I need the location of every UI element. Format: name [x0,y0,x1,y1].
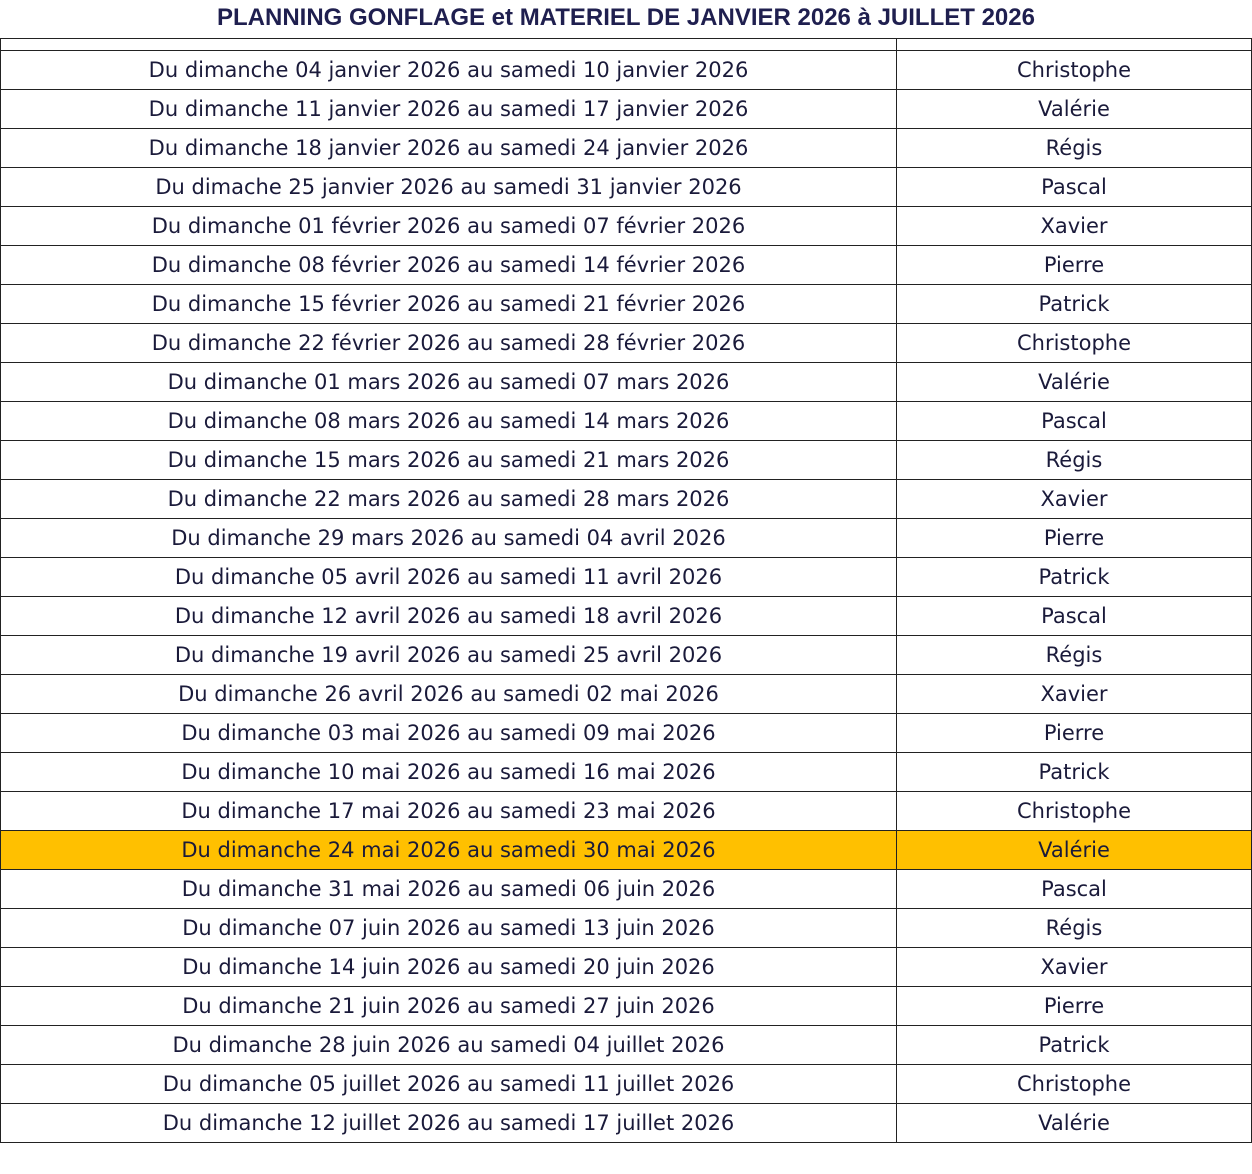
period-cell[interactable]: Du dimache 25 janvier 2026 au samedi 31 janvier 2026 [1,168,897,207]
person-cell[interactable]: Pierre [897,714,1252,753]
table-row [1,753,1252,792]
person-cell[interactable]: Régis [897,441,1252,480]
person-cell[interactable]: Xavier [897,207,1252,246]
table-row [1,168,1252,207]
period-cell[interactable]: Du dimanche 31 mai 2026 au samedi 06 juin 2026 [1,870,897,909]
person-cell[interactable]: Pascal [897,402,1252,441]
planning-table-body [1,39,1252,1143]
table-row [1,207,1252,246]
table-row [1,402,1252,441]
period-cell[interactable]: Du dimanche 22 février 2026 au samedi 28 février 2026 [1,324,897,363]
table-row [1,285,1252,324]
table-row [1,519,1252,558]
person-cell[interactable]: Pascal [897,870,1252,909]
spacer-cell-person [897,39,1252,51]
table-row [1,246,1252,285]
person-cell[interactable]: Christophe [897,51,1252,90]
person-cell[interactable]: Valérie [897,1104,1252,1143]
period-cell[interactable]: Du dimanche 14 juin 2026 au samedi 20 juin 2026 [1,948,897,987]
table-row [1,1026,1252,1065]
person-cell[interactable]: Régis [897,129,1252,168]
person-cell[interactable]: Pierre [897,519,1252,558]
period-cell[interactable]: Du dimanche 08 février 2026 au samedi 14 février 2026 [1,246,897,285]
period-cell[interactable]: Du dimanche 12 juillet 2026 au samedi 17 juillet 2026 [1,1104,897,1143]
person-cell[interactable]: Pascal [897,597,1252,636]
person-cell[interactable]: Christophe [897,324,1252,363]
table-row [1,792,1252,831]
period-cell[interactable]: Du dimanche 01 mars 2026 au samedi 07 mars 2026 [1,363,897,402]
period-cell[interactable]: Du dimanche 07 juin 2026 au samedi 13 juin 2026 [1,909,897,948]
person-cell[interactable]: Pascal [897,168,1252,207]
period-cell[interactable]: Du dimanche 05 juillet 2026 au samedi 11 juillet 2026 [1,1065,897,1104]
table-row [1,597,1252,636]
table-row [1,363,1252,402]
period-cell[interactable]: Du dimanche 29 mars 2026 au samedi 04 avril 2026 [1,519,897,558]
period-cell[interactable]: Du dimanche 21 juin 2026 au samedi 27 juin 2026 [1,987,897,1026]
table-row [1,324,1252,363]
person-cell[interactable]: Pierre [897,987,1252,1026]
period-cell[interactable]: Du dimanche 08 mars 2026 au samedi 14 mars 2026 [1,402,897,441]
period-cell[interactable]: Du dimanche 03 mai 2026 au samedi 09 mai 2026 [1,714,897,753]
person-cell[interactable]: Patrick [897,753,1252,792]
table-row [1,129,1252,168]
person-cell[interactable]: Xavier [897,480,1252,519]
period-cell[interactable]: Du dimanche 05 avril 2026 au samedi 11 avril 2026 [1,558,897,597]
table-row [1,1065,1252,1104]
table-row [1,675,1252,714]
table-row [1,948,1252,987]
spacer-cell-period [1,39,897,51]
person-cell[interactable]: Valérie [897,831,1252,870]
person-cell[interactable]: Régis [897,909,1252,948]
period-cell[interactable]: Du dimanche 15 février 2026 au samedi 21 février 2026 [1,285,897,324]
table-row [1,441,1252,480]
period-cell[interactable]: Du dimanche 26 avril 2026 au samedi 02 mai 2026 [1,675,897,714]
person-cell[interactable]: Patrick [897,558,1252,597]
period-cell[interactable]: Du dimanche 24 mai 2026 au samedi 30 mai 2026 [1,831,897,870]
table-row [1,870,1252,909]
period-cell[interactable]: Du dimanche 22 mars 2026 au samedi 28 mars 2026 [1,480,897,519]
period-cell[interactable]: Du dimanche 11 janvier 2026 au samedi 17 janvier 2026 [1,90,897,129]
table-row [1,1104,1252,1143]
table-row [1,90,1252,129]
table-row [1,714,1252,753]
person-cell[interactable]: Pierre [897,246,1252,285]
period-cell[interactable]: Du dimanche 10 mai 2026 au samedi 16 mai 2026 [1,753,897,792]
person-cell[interactable]: Christophe [897,792,1252,831]
person-cell[interactable]: Xavier [897,675,1252,714]
period-cell[interactable]: Du dimanche 17 mai 2026 au samedi 23 mai 2026 [1,792,897,831]
table-row [1,831,1252,870]
period-cell[interactable]: Du dimanche 04 janvier 2026 au samedi 10 janvier 2026 [1,51,897,90]
period-cell[interactable]: Du dimanche 18 janvier 2026 au samedi 24 janvier 2026 [1,129,897,168]
table-row [1,558,1252,597]
table-row [1,480,1252,519]
table-row [1,51,1252,90]
person-cell[interactable]: Xavier [897,948,1252,987]
person-cell[interactable]: Patrick [897,1026,1252,1065]
person-cell[interactable]: Patrick [897,285,1252,324]
planning-table [0,38,1252,1143]
period-cell[interactable]: Du dimanche 28 juin 2026 au samedi 04 juillet 2026 [1,1026,897,1065]
period-cell[interactable]: Du dimanche 19 avril 2026 au samedi 25 avril 2026 [1,636,897,675]
table-row [1,636,1252,675]
header-spacer-row [1,39,1252,51]
person-cell[interactable]: Christophe [897,1065,1252,1104]
page-title: PLANNING GONFLAGE et MATERIEL DE JANVIER 2026 à JUILLET 2026 [217,4,1035,31]
person-cell[interactable]: Valérie [897,90,1252,129]
table-row [1,909,1252,948]
table-row [1,987,1252,1026]
period-cell[interactable]: Du dimanche 01 février 2026 au samedi 07 février 2026 [1,207,897,246]
period-cell[interactable]: Du dimanche 12 avril 2026 au samedi 18 avril 2026 [1,597,897,636]
person-cell[interactable]: Régis [897,636,1252,675]
period-cell[interactable]: Du dimanche 15 mars 2026 au samedi 21 mars 2026 [1,441,897,480]
person-cell[interactable]: Valérie [897,363,1252,402]
